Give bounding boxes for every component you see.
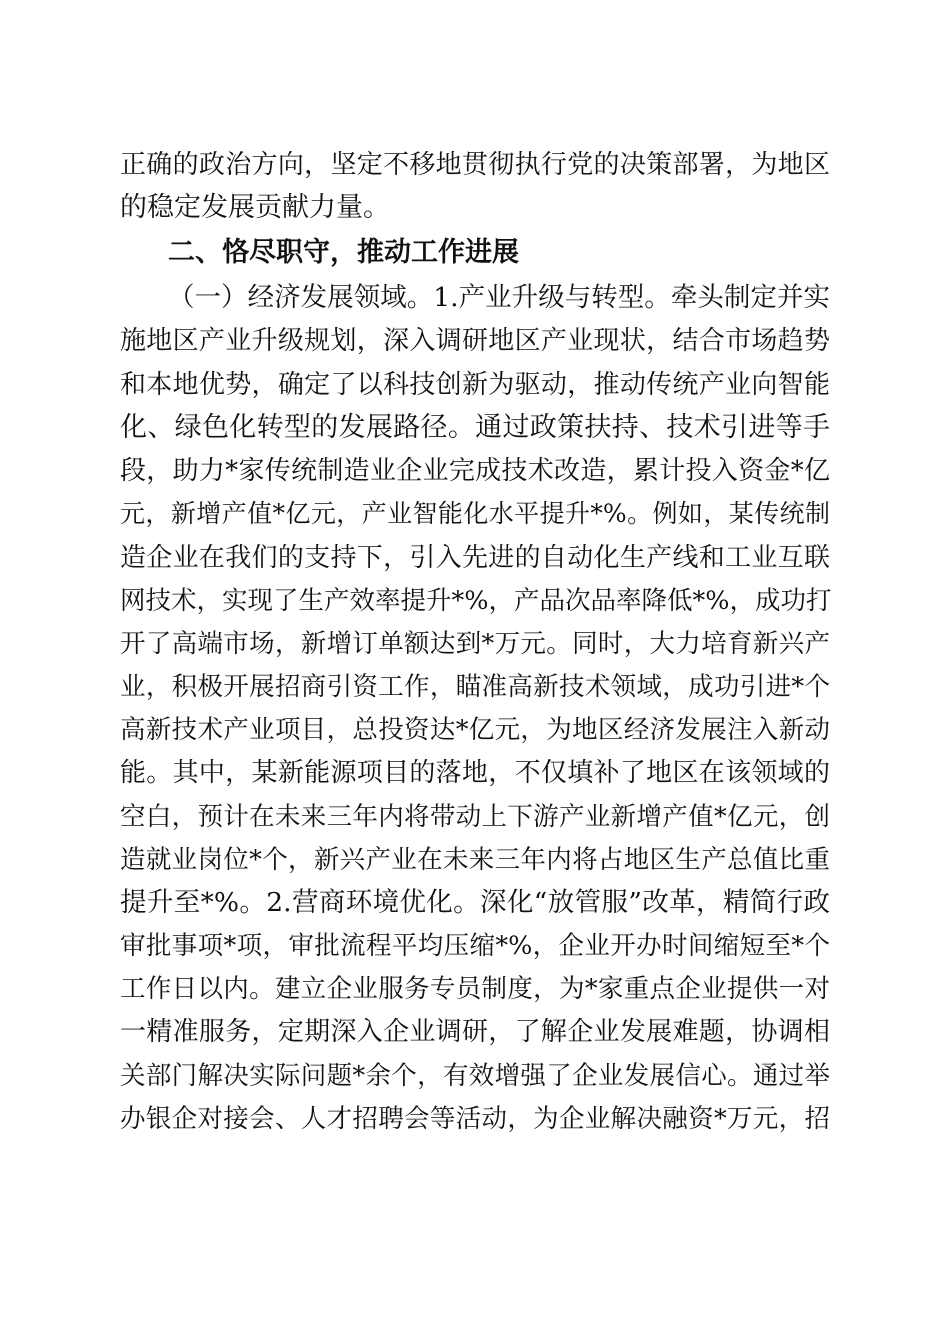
text-line: 元，新增产值*亿元，产业智能化水平提升*%。例如，某传统制 bbox=[120, 499, 830, 528]
text-line: 造就业岗位*个，新兴产业在未来三年内将占地区生产总值比重 bbox=[120, 845, 830, 875]
text-line: 开了高端市场，新增订单额达到*万元。同时，大力培育新兴产 bbox=[120, 629, 830, 659]
text-line: 正确的政治方向，坚定不移地贯彻执行党的决策部署，为地区 bbox=[120, 150, 830, 180]
paragraph-first-line: （一）经济发展领域。1.产业升级与转型。牵头制定并实 bbox=[168, 282, 830, 313]
text-line: 高新技术产业项目，总投资达*亿元，为地区经济发展注入新动 bbox=[120, 715, 830, 745]
text-line: 网技术，实现了生产效率提升*%，产品次品率降低*%，成功打 bbox=[120, 586, 832, 616]
text-line: 造企业在我们的支持下，引入先进的自动化生产线和工业互联 bbox=[120, 543, 830, 573]
text-line: 提升至*%。2.营商环境优化。深化“放管服”改革，精简行政 bbox=[120, 887, 830, 918]
section-heading: 二、恪尽职守，推动工作进展 bbox=[168, 237, 519, 268]
text-line: 和本地优势，确定了以科技创新为驱动，推动传统产业向智能 bbox=[120, 370, 830, 400]
text-line: 工作日以内。建立企业服务专员制度，为*家重点企业提供一对 bbox=[120, 974, 830, 1004]
text-line: 一精准服务，定期深入企业调研，了解企业发展难题，协调相 bbox=[120, 1017, 830, 1047]
text-line: 审批事项*项，审批流程平均压缩*%，企业开办时间缩短至*个 bbox=[120, 931, 830, 961]
text-line: 施地区产业升级规划，深入调研地区产业现状，结合市场趋势 bbox=[120, 326, 830, 356]
text-line: 段，助力*家传统制造业企业完成技术改造，累计投入资金*亿 bbox=[120, 456, 830, 486]
text-line: 关部门解决实际问题*余个，有效增强了企业发展信心。通过举 bbox=[120, 1061, 830, 1091]
text-line: 的稳定发展贡献力量。 bbox=[120, 192, 390, 223]
text-line: 化、绿色化转型的发展路径。通过政策扶持、技术引进等手 bbox=[120, 412, 830, 443]
text-line: 空白，预计在未来三年内将带动上下游产业新增产值*亿元，创 bbox=[120, 802, 830, 832]
text-line: 办银企对接会、人才招聘会等活动，为企业解决融资*万元，招 bbox=[120, 1104, 830, 1134]
text-line: 能。其中，某新能源项目的落地，不仅填补了地区在该领域的 bbox=[120, 758, 830, 788]
text-line: 业，积极开展招商引资工作，瞄准高新技术领域，成功引进*个 bbox=[120, 672, 830, 702]
